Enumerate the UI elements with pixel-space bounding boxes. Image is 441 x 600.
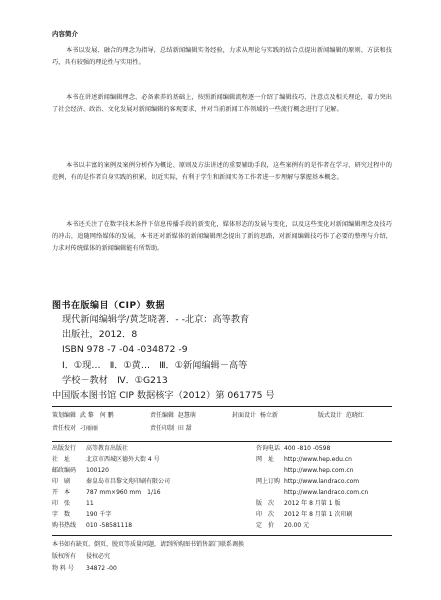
credit-label: 版式设计 (318, 412, 343, 419)
credit-cover (232, 409, 278, 423)
cip-core-number: 中国版本图书馆 CIP 数据核字（2012）第 061775 号 (52, 390, 275, 401)
pub-row: 咨询电话 400 -810 -0598 (256, 445, 331, 452)
quality-note: 本书如有缺页、倒页、脱页等质量问题，请到所购图书销售部门联系调换 (52, 541, 245, 548)
pub-row: 购书热线 010 -58581118 (52, 522, 133, 529)
divider-top (52, 406, 392, 407)
material-number: 物 料 号 34872 -00 (52, 565, 117, 572)
pub-row: 出版发行 高等教育出版社 (52, 445, 129, 452)
credit-layout (318, 409, 364, 423)
pub-row: http://www.landraco.com.cn (284, 489, 369, 496)
credit-planning (52, 409, 114, 423)
summary-paragraph-4: 本书还关注了在数字技术条件下信息传播手段的新变化，媒体形态的发展与变化，以及这些变化对新闻编辑理念及技巧的冲击，追随网络媒体的发展，本书还对新媒体的新闻编辑理念提出了新的思路，对新闻编辑技巧作了必要的整理与介绍，力求对传统媒体的新闻编辑能有所帮助。 (52, 221, 392, 252)
pub-row: 定 价 20.00 元 (256, 522, 310, 529)
cip-line-3: ISBN 978 -7 -04 -034872 -9 (62, 344, 188, 355)
credit-proofreader (52, 422, 98, 436)
credit-label: 责任印制 (150, 425, 175, 432)
credit-value: 刁丽丽 (79, 425, 98, 432)
summary-paragraph-1: 本书以发展、融合的理念为指导，总结新闻编辑实务经验，力求从理论与实践的结合点提出新闻编辑的原则、方法和技巧，具有较强的理论性与实用性。 (52, 47, 392, 66)
pub-row: http://www.hep.com.cn (284, 467, 354, 474)
credit-value: 杨立新 (259, 412, 278, 419)
credit-value: 赵慧萌 (177, 412, 196, 419)
cip-line-5: 学校－教材 Ⅳ．①G213 (62, 375, 168, 386)
pub-row: 开 本 787 mm×960 mm 1/16 (52, 489, 161, 496)
credit-label: 封面设计 (232, 412, 257, 419)
cip-title: 图书在版编目（CIP）数据 (52, 301, 166, 311)
credit-label: 责任校对 (52, 425, 77, 432)
credit-label: 责任编辑 (150, 412, 175, 419)
credit-printing (150, 422, 192, 436)
cip-line-1: 现代新闻编辑学/黄芝晓著．- -北京：高等教育 (62, 314, 250, 325)
rights-reserved: 版权所有 侵权必究 (52, 553, 111, 560)
credit-label: 策划编辑 (52, 412, 77, 419)
cip-line-2: 出版社，2012．8 (62, 329, 138, 340)
pub-row: 邮政编码 100120 (52, 467, 109, 474)
summary-heading: 内容简介 (52, 30, 78, 38)
cip-line-4: Ⅰ．①现… Ⅱ．①黄… Ⅲ．①新闻编辑－高等 (62, 360, 248, 371)
pub-row: 社 址 北京市西城区德外大街 4 号 (52, 456, 160, 463)
credit-value: 范晓红 (345, 412, 364, 419)
pub-row: 印 张 11 (52, 500, 94, 507)
publishing-left (52, 443, 170, 531)
summary-paragraph-3: 本书以丰富的案例及案例分析作为概论、原则及方法讲述的重要辅助手段，这些案例有的是作者在学习、研究过程中的范例，有的是作者自身实践的积累，切近实际，有利于学生和新闻实务工作者进一步理解与掌握基本概念。 (52, 162, 392, 181)
pub-row: 印 次 2012 年 8 月第 1 次印刷 (256, 511, 353, 518)
publishing-right (256, 443, 368, 531)
summary-paragraph-2: 本书在讲述新闻编辑理念、必备素养的基础上，按照新闻编辑流程逐一介绍了编辑技巧、注意点及相关理论，着力突出了社会经济、政治、文化发展对新闻编辑的客观要求，并对当前新闻工作领域的一些流行概念进行了见解。 (52, 94, 392, 113)
pub-row: 网上订购 http://www.landraco.com (256, 478, 360, 485)
pub-row: 印 刷 秦皇岛市昌黎文苑印刷有限公司 (52, 478, 171, 485)
credit-editor (150, 409, 196, 423)
pub-row: 字 数 190 千字 (52, 511, 112, 518)
credit-value: 武 黎 何 鹏 (79, 412, 114, 419)
credit-value: 田 甜 (177, 425, 192, 432)
pub-row: 网 址 http://www.hep.edu.cn (256, 456, 352, 463)
pub-row: 版 次 2012 年 8 月第 1 版 (256, 500, 341, 507)
divider-middle (52, 441, 392, 442)
divider-bottom (52, 535, 392, 536)
